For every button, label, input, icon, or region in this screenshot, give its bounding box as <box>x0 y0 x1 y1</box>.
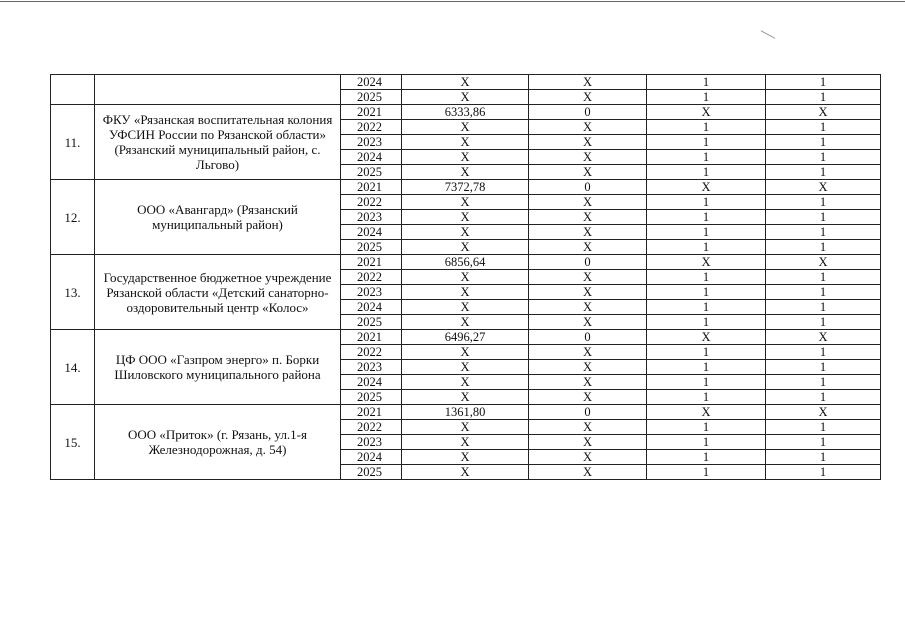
value-cell-3: 1 <box>647 150 766 165</box>
year-cell: 2021 <box>341 405 402 420</box>
value-cell-4: X <box>766 330 881 345</box>
table-row <box>51 75 881 90</box>
value-cell-2: X <box>529 270 647 285</box>
value-cell-3: X <box>647 405 766 420</box>
value-cell-1: X <box>402 75 529 90</box>
value-cell-3: 1 <box>647 75 766 90</box>
value-cell-2: X <box>529 420 647 435</box>
year-cell: 2025 <box>341 465 402 480</box>
value-cell-1: X <box>402 360 529 375</box>
value-cell-2: X <box>529 75 647 90</box>
year-cell: 2025 <box>341 240 402 255</box>
value-cell-4: 1 <box>766 300 881 315</box>
value-cell-4: 1 <box>766 390 881 405</box>
value-cell-4: 1 <box>766 120 881 135</box>
value-cell-4: 1 <box>766 375 881 390</box>
value-cell-4: X <box>766 180 881 195</box>
value-cell-2: X <box>529 120 647 135</box>
value-cell-2: X <box>529 465 647 480</box>
table-row <box>51 180 881 195</box>
value-cell-3: 1 <box>647 360 766 375</box>
value-cell-1: X <box>402 435 529 450</box>
value-cell-2: X <box>529 390 647 405</box>
value-cell-2: X <box>529 450 647 465</box>
value-cell-3: 1 <box>647 90 766 105</box>
value-cell-4: 1 <box>766 150 881 165</box>
organization-name <box>95 75 341 105</box>
value-cell-1: 6856,64 <box>402 255 529 270</box>
value-cell-3: 1 <box>647 375 766 390</box>
value-cell-1: X <box>402 120 529 135</box>
value-cell-4: 1 <box>766 315 881 330</box>
value-cell-2: X <box>529 165 647 180</box>
value-cell-4: X <box>766 105 881 120</box>
value-cell-1: X <box>402 345 529 360</box>
value-cell-2: X <box>529 150 647 165</box>
value-cell-4: 1 <box>766 225 881 240</box>
year-cell: 2021 <box>341 180 402 195</box>
row-number: 15. <box>51 405 95 480</box>
year-cell: 2024 <box>341 75 402 90</box>
value-cell-2: X <box>529 195 647 210</box>
value-cell-3: 1 <box>647 120 766 135</box>
value-cell-2: 0 <box>529 405 647 420</box>
year-cell: 2022 <box>341 270 402 285</box>
value-cell-4: 1 <box>766 135 881 150</box>
row-number: 13. <box>51 255 95 330</box>
row-number <box>51 75 95 105</box>
value-cell-1: X <box>402 90 529 105</box>
value-cell-2: 0 <box>529 330 647 345</box>
value-cell-4: 1 <box>766 90 881 105</box>
value-cell-1: X <box>402 195 529 210</box>
value-cell-4: 1 <box>766 195 881 210</box>
table-row <box>51 255 881 270</box>
value-cell-4: 1 <box>766 285 881 300</box>
value-cell-1: X <box>402 450 529 465</box>
value-cell-3: 1 <box>647 195 766 210</box>
table-row <box>51 405 881 420</box>
value-cell-4: 1 <box>766 210 881 225</box>
year-cell: 2024 <box>341 375 402 390</box>
row-number: 11. <box>51 105 95 180</box>
year-cell: 2025 <box>341 90 402 105</box>
year-cell: 2024 <box>341 300 402 315</box>
value-cell-3: 1 <box>647 315 766 330</box>
data-table <box>50 74 881 480</box>
value-cell-3: 1 <box>647 225 766 240</box>
value-cell-2: 0 <box>529 255 647 270</box>
year-cell: 2022 <box>341 420 402 435</box>
year-cell: 2022 <box>341 120 402 135</box>
value-cell-4: 1 <box>766 165 881 180</box>
value-cell-1: 6333,86 <box>402 105 529 120</box>
value-cell-4: 1 <box>766 345 881 360</box>
value-cell-2: X <box>529 135 647 150</box>
year-cell: 2024 <box>341 225 402 240</box>
value-cell-1: X <box>402 270 529 285</box>
value-cell-1: X <box>402 165 529 180</box>
organization-name: ФКУ «Рязанская воспитательная колония УФСИН России по Рязанской области» (Рязанский муниципальный район, с. Льгово) <box>95 105 341 180</box>
year-cell: 2025 <box>341 315 402 330</box>
value-cell-3: 1 <box>647 240 766 255</box>
value-cell-1: X <box>402 150 529 165</box>
year-cell: 2022 <box>341 345 402 360</box>
value-cell-3: 1 <box>647 450 766 465</box>
value-cell-4: X <box>766 405 881 420</box>
year-cell: 2023 <box>341 210 402 225</box>
value-cell-1: X <box>402 240 529 255</box>
value-cell-1: 1361,80 <box>402 405 529 420</box>
value-cell-1: X <box>402 210 529 225</box>
value-cell-3: 1 <box>647 420 766 435</box>
organization-name: ЦФ ООО «Газпром энерго» п. Борки Шиловского муниципального района <box>95 330 341 405</box>
year-cell: 2025 <box>341 165 402 180</box>
value-cell-1: X <box>402 375 529 390</box>
value-cell-2: X <box>529 315 647 330</box>
organization-name: ООО «Приток» (г. Рязань, ул.1-я Железнодорожная, д. 54) <box>95 405 341 480</box>
value-cell-3: X <box>647 180 766 195</box>
row-number: 12. <box>51 180 95 255</box>
value-cell-4: 1 <box>766 435 881 450</box>
table-row <box>51 105 881 120</box>
value-cell-1: X <box>402 285 529 300</box>
value-cell-3: X <box>647 105 766 120</box>
value-cell-1: X <box>402 465 529 480</box>
value-cell-3: 1 <box>647 165 766 180</box>
value-cell-1: X <box>402 420 529 435</box>
value-cell-4: 1 <box>766 75 881 90</box>
year-cell: 2021 <box>341 255 402 270</box>
value-cell-3: 1 <box>647 285 766 300</box>
value-cell-3: 1 <box>647 345 766 360</box>
value-cell-2: X <box>529 210 647 225</box>
value-cell-3: X <box>647 255 766 270</box>
value-cell-2: X <box>529 435 647 450</box>
row-number: 14. <box>51 330 95 405</box>
value-cell-1: X <box>402 225 529 240</box>
year-cell: 2025 <box>341 390 402 405</box>
value-cell-2: 0 <box>529 105 647 120</box>
table-row <box>51 330 881 345</box>
year-cell: 2023 <box>341 360 402 375</box>
value-cell-3: 1 <box>647 135 766 150</box>
scan-mark <box>761 30 776 38</box>
page-top-rule <box>0 1 905 2</box>
value-cell-2: X <box>529 285 647 300</box>
value-cell-2: X <box>529 225 647 240</box>
value-cell-2: X <box>529 300 647 315</box>
value-cell-2: X <box>529 360 647 375</box>
value-cell-2: X <box>529 375 647 390</box>
value-cell-4: 1 <box>766 450 881 465</box>
value-cell-1: 7372,78 <box>402 180 529 195</box>
year-cell: 2023 <box>341 285 402 300</box>
value-cell-2: X <box>529 240 647 255</box>
value-cell-3: 1 <box>647 210 766 225</box>
year-cell: 2023 <box>341 435 402 450</box>
value-cell-1: X <box>402 135 529 150</box>
value-cell-2: X <box>529 90 647 105</box>
value-cell-4: 1 <box>766 420 881 435</box>
value-cell-1: X <box>402 300 529 315</box>
year-cell: 2021 <box>341 105 402 120</box>
value-cell-3: 1 <box>647 270 766 285</box>
organization-name: Государственное бюджетное учреждение Рязанской области «Детский санаторно-оздоровительный центр «Колос» <box>95 255 341 330</box>
year-cell: 2024 <box>341 150 402 165</box>
value-cell-1: 6496,27 <box>402 330 529 345</box>
value-cell-4: X <box>766 255 881 270</box>
value-cell-2: 0 <box>529 180 647 195</box>
value-cell-4: 1 <box>766 465 881 480</box>
year-cell: 2021 <box>341 330 402 345</box>
value-cell-3: 1 <box>647 435 766 450</box>
value-cell-3: 1 <box>647 390 766 405</box>
value-cell-3: X <box>647 330 766 345</box>
organization-name: ООО «Авангард» (Рязанский муниципальный район) <box>95 180 341 255</box>
value-cell-3: 1 <box>647 465 766 480</box>
value-cell-4: 1 <box>766 240 881 255</box>
year-cell: 2022 <box>341 195 402 210</box>
value-cell-2: X <box>529 345 647 360</box>
value-cell-4: 1 <box>766 270 881 285</box>
value-cell-1: X <box>402 315 529 330</box>
value-cell-4: 1 <box>766 360 881 375</box>
value-cell-3: 1 <box>647 300 766 315</box>
year-cell: 2023 <box>341 135 402 150</box>
year-cell: 2024 <box>341 450 402 465</box>
value-cell-1: X <box>402 390 529 405</box>
